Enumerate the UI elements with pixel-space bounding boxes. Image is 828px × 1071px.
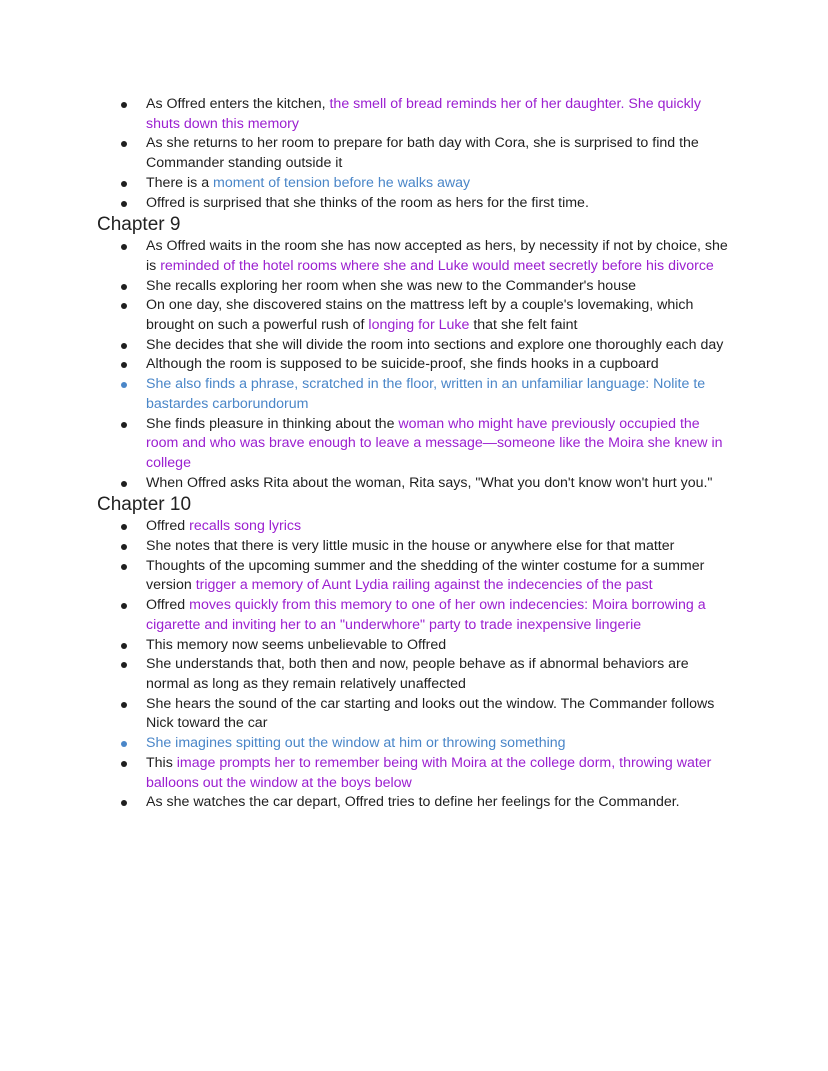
bullet-item	[0, 636, 828, 656]
bullet-dot-icon	[121, 284, 127, 290]
intro-bullet-list	[0, 95, 828, 213]
bullet-text-segment: Thoughts of the upcoming summer and the shedding of the winter costume for a summer version	[146, 557, 705, 594]
bullet-item	[0, 474, 828, 494]
bullet-dot-icon	[121, 343, 127, 349]
bullet-dot-icon	[121, 741, 127, 747]
bullet-item	[0, 237, 828, 276]
bullet-item	[0, 194, 828, 214]
bullet-dot-icon	[121, 181, 127, 187]
bullet-item	[0, 596, 828, 635]
bullet-dot-icon	[121, 702, 127, 708]
bullet-item	[0, 754, 828, 793]
chapter-10-heading: Chapter 10	[97, 494, 192, 516]
bullet-text-segment: the smell of bread reminds her of her daughter. She quickly shuts down this memory	[146, 96, 701, 132]
bullet-text-segment: Offred	[146, 518, 190, 535]
bullet-text-segment: recalls song lyrics	[189, 518, 302, 535]
bullet-dot-icon	[121, 303, 127, 309]
bullet-text-segment: woman who might have previously occupied the room and who was brave enough to leave a message—someone like the Moira she knew in college	[146, 415, 723, 471]
bullet-text-segment: This memory now seems unbelievable to Offred	[146, 636, 447, 653]
bullet-text-segment: As she watches the car depart, Offred tries to define her feelings for the Commander.	[146, 794, 680, 811]
bullet-text-segment: Offred is surprised that she thinks of the room as hers for the first time.	[146, 194, 589, 211]
bullet-item	[0, 557, 828, 596]
bullet-text-segment: She decides that she will divide the room into sections and explore one thoroughly each day	[146, 336, 724, 353]
bullet-text-segment: She understands that, both then and now, people behave as if abnormal behaviors are normal as long as they remain relatively unaffected	[146, 656, 689, 692]
bullet-text-segment: trigger a memory of Aunt Lydia railing against the indecencies of the past	[195, 577, 653, 594]
chapter-9-bullet-list	[0, 237, 828, 493]
bullet-text-segment: She also finds a phrase, scratched in the floor, written in an unfamiliar language: Nolite te bastardes carborundorum	[146, 376, 706, 412]
bullet-text-segment: She finds pleasure in thinking about the	[146, 415, 399, 432]
bullet-text-segment: She recalls exploring her room when she was new to the Commander's house	[146, 277, 637, 294]
bullet-dot-icon	[121, 662, 127, 668]
bullet-dot-icon	[121, 603, 127, 609]
bullet-item	[0, 517, 828, 537]
bullet-text-segment: image prompts her to remember being with Moira at the college dorm, throwing water balloons out the window at the boys below	[146, 754, 712, 791]
bullet-text-segment: that she felt faint	[469, 317, 578, 334]
bullet-item	[0, 695, 828, 734]
chapter-10-bullet-list	[0, 517, 828, 813]
bullet-item	[0, 355, 828, 375]
bullet-dot-icon	[121, 244, 127, 250]
bullet-dot-icon	[121, 422, 127, 428]
bullet-text-segment: moment of tension before he walks away	[213, 174, 471, 191]
bullet-text-segment: reminded of the hotel rooms where she and Luke would meet secretly before his divorce	[160, 257, 714, 274]
chapter-9-heading: Chapter 9	[97, 214, 181, 236]
bullet-text-segment: On one day, she discovered stains on the mattress left by a couple's lovemaking, which brought on such a powerful rush of	[146, 297, 694, 334]
bullet-item	[0, 174, 828, 194]
bullet-dot-icon	[121, 564, 127, 570]
bullet-dot-icon	[121, 102, 127, 108]
bullet-item	[0, 793, 828, 813]
bullet-dot-icon	[121, 141, 127, 147]
bullet-item	[0, 296, 828, 335]
bullet-dot-icon	[121, 201, 127, 207]
bullet-text-segment: She imagines spitting out the window at him or throwing something	[146, 735, 566, 752]
bullet-item	[0, 655, 828, 694]
bullet-text-segment: longing for Luke	[368, 317, 470, 334]
bullet-dot-icon	[121, 382, 127, 388]
bullet-text-segment: When Offred asks Rita about the woman, Rita says, "What you don't know won't hurt you."	[146, 474, 713, 491]
bullet-dot-icon	[121, 643, 127, 649]
bullet-text-segment: As she returns to her room to prepare for bath day with Cora, she is surprised to find the Commander standing outside it	[146, 135, 699, 172]
bullet-dot-icon	[121, 362, 127, 368]
bullet-dot-icon	[121, 544, 127, 550]
bullet-text-segment: Offred	[146, 597, 190, 614]
document-page	[0, 95, 828, 813]
bullet-item	[0, 134, 828, 173]
bullet-item	[0, 415, 828, 474]
bullet-text-segment: There is a	[146, 174, 214, 191]
bullet-item	[0, 537, 828, 557]
bullet-text-segment: As Offred enters the kitchen,	[146, 96, 330, 112]
bullet-dot-icon	[121, 524, 127, 530]
bullet-item	[0, 95, 828, 134]
bullet-text-segment: As Offred waits in the room she has now accepted as hers, by necessity if not by choice, she is	[146, 238, 728, 274]
bullet-item	[0, 277, 828, 297]
bullet-dot-icon	[121, 800, 127, 806]
bullet-item	[0, 375, 828, 414]
bullet-dot-icon	[121, 481, 127, 487]
bullet-dot-icon	[121, 761, 127, 767]
bullet-item	[0, 734, 828, 754]
bullet-text-segment: She hears the sound of the car starting and looks out the window. The Commander follows Nick toward the car	[146, 695, 715, 732]
bullet-text-segment: She notes that there is very little music in the house or anywhere else for that matter	[146, 538, 675, 555]
bullet-text-segment: Although the room is supposed to be suicide-proof, she finds hooks in a cupboard	[146, 356, 659, 373]
bullet-text-segment: This	[146, 754, 177, 771]
bullet-text-segment: moves quickly from this memory to one of her own indecencies: Moira borrowing a cigarette and inviting her to an "underwhore" party to trade inexpensive lingerie	[146, 597, 706, 633]
bullet-item	[0, 336, 828, 356]
